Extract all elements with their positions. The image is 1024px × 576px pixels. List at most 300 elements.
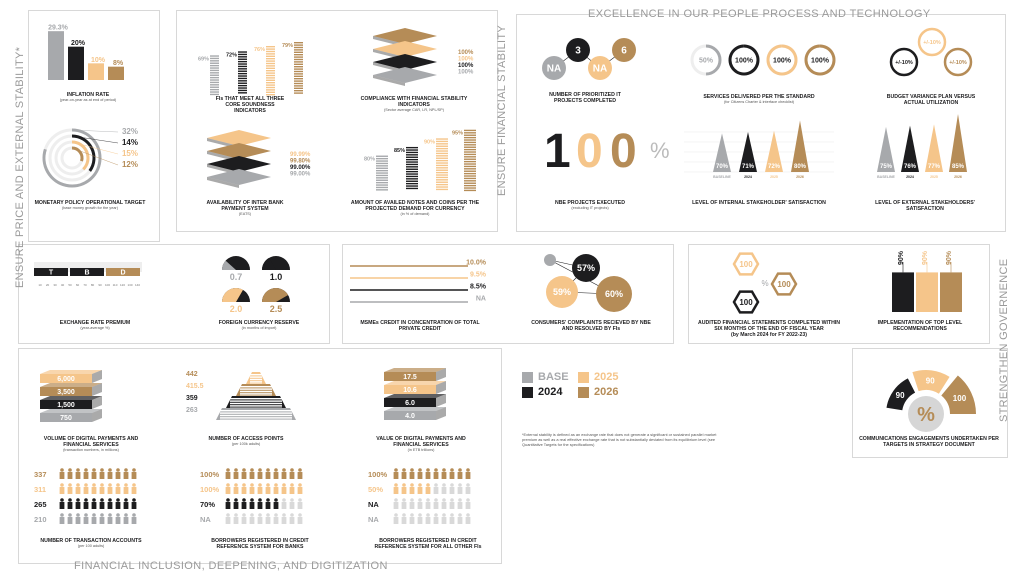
it-label-2: NA xyxy=(592,63,608,75)
compliance-label-2: 100% xyxy=(458,63,474,69)
inflation-label-3: 8% xyxy=(112,60,124,68)
borrowbanks-person-1-5 xyxy=(266,483,271,494)
services-label-0: 50% xyxy=(698,57,714,65)
top-level-title: IMPLEMENTATION OF TOP LEVEL RECOMMENDATIONS xyxy=(877,320,963,332)
inflation-bar-2 xyxy=(88,63,104,80)
borrowbanks-person-1-7 xyxy=(282,483,287,494)
msme-label-3: NA xyxy=(475,295,486,303)
interbank-label-1: 99.80% xyxy=(290,158,311,165)
digital-value-layers xyxy=(380,364,470,424)
exchange-premium-title: EXCHANGE RATE PREMIUM xyxy=(59,320,131,326)
external-cat-2: 2025 xyxy=(930,175,938,179)
accounts-person-0-3 xyxy=(84,468,89,479)
monetary-label-2: 15% xyxy=(121,149,139,158)
borrowother-person-1-8 xyxy=(458,483,463,494)
accounts-person-2-0 xyxy=(60,498,65,509)
legend-2024: 2024 xyxy=(538,386,563,398)
borrowbanks-person-0-3 xyxy=(250,468,255,479)
borrowother-person-3-0 xyxy=(394,513,399,524)
exchange-tick-4: 50 xyxy=(68,283,72,287)
complaints-bubble-0 xyxy=(544,254,556,266)
reserve-label-2: 2.0 xyxy=(229,304,243,314)
borrowbanks-person-2-9 xyxy=(298,498,303,509)
accounts-person-3-9 xyxy=(132,513,137,524)
section-title-price-stability: ENSURE PRICE AND EXTERNAL STABILITY* xyxy=(14,46,26,288)
digvol-label-1: 3,500 xyxy=(57,389,75,396)
accounts-person-1-7 xyxy=(116,483,121,494)
borrowers-other-pictogram xyxy=(368,466,488,530)
compliance-label-3: 100% xyxy=(458,69,474,76)
internal-cat-0: BASELINE xyxy=(713,175,731,179)
internal-cat-3: 2026 xyxy=(796,175,804,179)
budget-title: BUDGET VARIANCE PLAN VERSUS ACTUAL UTILIZATION xyxy=(886,94,976,106)
borrowbanks-person-0-5 xyxy=(266,468,271,479)
msme-levels xyxy=(350,254,490,314)
access-points-area xyxy=(186,366,306,426)
borrowbanks-person-1-0 xyxy=(226,483,231,494)
legend-base: BASE xyxy=(538,371,569,383)
access-label-3: 263 xyxy=(186,407,198,414)
monetary-label-1: 14% xyxy=(121,138,139,147)
audited-unit: % xyxy=(761,279,769,288)
access-label-0: 442 xyxy=(186,371,198,378)
top-level-bar-0 xyxy=(892,272,914,312)
exchange-tick-6: 70 xyxy=(83,283,87,287)
digital-volume-title: VOLUME OF DIGITAL PAYMENTS AND FINANCIAL SERVICES xyxy=(43,436,139,448)
borrowbanks-person-1-9 xyxy=(298,483,303,494)
notes-bar-2 xyxy=(436,138,448,190)
communications-title: COMMUNICATIONS ENGAGEMENTS UNDERTAKEN PER TARGETS IN STRATEGY DOCUMENT xyxy=(859,436,999,448)
accounts-person-1-4 xyxy=(92,483,97,494)
exchange-tick-12: 130 xyxy=(127,283,133,287)
accounts-person-2-4 xyxy=(92,498,97,509)
digvol-top-0 xyxy=(40,370,102,374)
borrowother-person-1-6 xyxy=(442,483,447,494)
access-points-title: NUMBER OF ACCESS POINTS xyxy=(208,436,284,442)
digital-value-title: VALUE OF DIGITAL PAYMENTS AND FINANCIAL SERVICES xyxy=(376,436,466,448)
it-label-3: 6 xyxy=(621,45,627,57)
complaints-label-2: 59% xyxy=(552,287,572,297)
borrowother-person-2-6 xyxy=(442,498,447,509)
accounts-person-3-4 xyxy=(92,513,97,524)
accounts-person-0-2 xyxy=(76,468,81,479)
msme-label-0: 10.0% xyxy=(466,259,486,267)
accounts-person-2-6 xyxy=(108,498,113,509)
accounts-person-3-5 xyxy=(100,513,105,524)
legend-swatch-2025 xyxy=(578,372,589,383)
borrowers-banks-pictogram xyxy=(200,466,320,530)
borrowother-person-1-2 xyxy=(410,483,415,494)
borrowbanks-label-0: 100% xyxy=(200,470,220,479)
interbank-layer-3 xyxy=(207,169,271,185)
budget-label-0: +/-10% xyxy=(895,60,913,66)
borrowbanks-person-2-4 xyxy=(258,498,263,509)
access-label-1: 415.5 xyxy=(186,383,204,390)
reserve-label-0: 0.7 xyxy=(229,272,243,282)
borrowbanks-person-2-5 xyxy=(266,498,271,509)
legend-2025: 2025 xyxy=(594,371,619,383)
accounts-person-0-6 xyxy=(108,468,113,479)
audited-label-2: 100 xyxy=(739,298,753,307)
reserve-label-3: 2.5 xyxy=(269,304,283,314)
digval-label-2: 6.0 xyxy=(405,400,415,407)
exchange-seglabel-2: D xyxy=(120,269,126,277)
borrowother-person-0-3 xyxy=(418,468,423,479)
external-label-1: 76% xyxy=(903,164,917,170)
accounts-person-1-6 xyxy=(108,483,113,494)
exchange-tick-1: 20 xyxy=(45,283,50,287)
notes-label-0: 80% xyxy=(363,156,375,163)
inflation-label-2: 10% xyxy=(90,56,106,64)
legend-swatch-2024 xyxy=(522,387,533,398)
core-label-1: 72% xyxy=(225,52,237,59)
inflation-chart xyxy=(44,22,134,82)
borrowbanks-person-0-0 xyxy=(226,468,231,479)
nbe-unit: % xyxy=(650,138,670,163)
borrowbanks-label-3: NA xyxy=(200,515,211,524)
internal-satisfaction-chart xyxy=(684,122,834,192)
borrowbanks-label-1: 100% xyxy=(200,485,220,494)
borrowother-person-1-7 xyxy=(450,483,455,494)
borrowbanks-person-3-1 xyxy=(234,513,239,524)
accounts-person-0-7 xyxy=(116,468,121,479)
nbe-digit-3: 0 xyxy=(610,125,637,178)
accounts-person-1-3 xyxy=(84,483,89,494)
core-label-0: 69% xyxy=(197,56,209,63)
exchange-tick-8: 90 xyxy=(98,283,102,287)
monetary-rings xyxy=(40,124,140,194)
external-label-0: 75% xyxy=(879,164,893,170)
core-bar-2 xyxy=(266,46,275,95)
services-subtitle: (for Citizens Charter & interface checklist) xyxy=(723,100,795,104)
borrowother-label-0: 100% xyxy=(368,470,388,479)
borrowother-person-0-6 xyxy=(442,468,447,479)
exchange-seglabel-1: B xyxy=(84,269,90,277)
compliance-label-1: 100% xyxy=(458,56,474,63)
borrowbanks-person-3-5 xyxy=(266,513,271,524)
borrowother-person-0-2 xyxy=(410,468,415,479)
interbank-title: AVAILABILITY OF INTER BANK PAYMENT SYSTEM xyxy=(206,200,284,212)
borrowbanks-person-3-6 xyxy=(274,513,279,524)
interbank-label-0: 99.99% xyxy=(290,152,311,158)
section-title-financial-stability: ENSURE FINANCIAL STABILITY xyxy=(496,24,508,196)
digvol-label-0: 6,000 xyxy=(57,376,75,383)
notes-coins-title: AMOUNT OF AVAILED NOTES AND COINS PER THE PROJECTED DEMAND FOR CURRENCY xyxy=(350,200,480,212)
audited-title: AUDITED FINANCIAL STATEMENTS COMPLETED WITHIN SIX MONTHS OF THE END OF FISCAL YEAR xyxy=(697,320,841,332)
borrowother-person-1-4 xyxy=(426,483,431,494)
accounts-person-2-3 xyxy=(84,498,89,509)
borrowbanks-person-0-2 xyxy=(242,468,247,479)
external-cat-0: BASELINE xyxy=(877,175,895,179)
reserve-subtitle: (in months of import) xyxy=(241,326,277,330)
borrowbanks-person-3-8 xyxy=(290,513,295,524)
borrowother-person-1-5 xyxy=(434,483,439,494)
borrowbanks-person-2-1 xyxy=(234,498,239,509)
digvol-top-2 xyxy=(40,396,102,400)
borrowbanks-person-3-7 xyxy=(282,513,287,524)
notes-bar-0 xyxy=(376,156,388,191)
borrowother-person-3-6 xyxy=(442,513,447,524)
accounts-person-3-2 xyxy=(76,513,81,524)
borrowother-person-0-4 xyxy=(426,468,431,479)
internal-satisfaction-title: LEVEL OF INTERNAL STAKEHOLDER' SATISFACTION xyxy=(692,200,826,206)
accounts-person-0-8 xyxy=(124,468,129,479)
borrowbanks-person-1-4 xyxy=(258,483,263,494)
accounts-person-1-9 xyxy=(132,483,137,494)
top-level-chart xyxy=(886,246,976,316)
internal-cat-2: 2025 xyxy=(770,175,778,179)
digital-volume-subtitle: (transaction numbers, in millions) xyxy=(63,448,119,452)
inflation-title: INFLATION RATE xyxy=(66,92,110,98)
comms-unit: % xyxy=(917,404,935,426)
external-cat-3: 2026 xyxy=(954,175,962,179)
reserve-title: FOREIGN CURRENCY RESERVE xyxy=(218,320,300,326)
top-level-label-2: 90% xyxy=(946,250,953,266)
reserve-gauges xyxy=(214,250,304,320)
accounts-subtitle: (per 100 adults) xyxy=(77,544,105,548)
inflation-bar-3 xyxy=(108,67,124,80)
accounts-label-1: 311 xyxy=(34,485,47,494)
accounts-person-3-6 xyxy=(108,513,113,524)
external-satisfaction-chart xyxy=(874,122,974,192)
borrowother-person-2-8 xyxy=(458,498,463,509)
accounts-person-0-9 xyxy=(132,468,137,479)
comms-label-1: 90 xyxy=(925,376,935,386)
borrowers-other-title: BORROWERS REGISTERED IN CREDIT REFERENCE SYSTEM FOR ALL OTHER FIs xyxy=(374,538,482,550)
internal-label-0: 70% xyxy=(715,164,729,170)
borrowbanks-person-2-6 xyxy=(274,498,279,509)
compliance-layer-3 xyxy=(373,67,437,83)
budget-label-1: +/-10% xyxy=(923,40,941,46)
inflation-bar-0 xyxy=(48,31,64,80)
notes-bar-1 xyxy=(406,147,418,189)
exchange-premium-chart xyxy=(34,256,154,296)
monetary-title: MONETARY POLICY OPERATIONAL TARGET xyxy=(34,200,146,206)
accounts-label-3: 210 xyxy=(34,515,47,524)
exchange-seglabel-0: T xyxy=(48,269,54,277)
digval-top-1 xyxy=(384,381,446,385)
digval-label-3: 4.0 xyxy=(405,413,415,420)
borrowbanks-person-0-4 xyxy=(258,468,263,479)
borrowother-person-1-3 xyxy=(418,483,423,494)
borrowother-label-1: 50% xyxy=(368,485,384,494)
inflation-label-1: 20% xyxy=(70,40,86,48)
core-label-2: 76% xyxy=(253,47,265,53)
section-title-excellence: EXCELLENCE IN OUR PEOPLE PROCESS AND TECHNOLOGY xyxy=(588,8,931,20)
borrowbanks-person-0-1 xyxy=(234,468,239,479)
top-level-label-1: 90% xyxy=(922,250,929,266)
borrowother-person-2-5 xyxy=(434,498,439,509)
budget-label-2: +/-10% xyxy=(949,60,967,66)
accounts-person-2-7 xyxy=(116,498,121,509)
digvol-top-3 xyxy=(40,409,102,413)
internal-label-1: 71% xyxy=(741,164,755,170)
notes-label-1: 85% xyxy=(393,147,405,154)
exchange-tick-11: 120 xyxy=(119,283,126,287)
nbe-digit-1: 1 xyxy=(544,125,571,178)
core-bar-0 xyxy=(210,55,219,95)
accounts-person-3-8 xyxy=(124,513,129,524)
digvol-label-2: 1,500 xyxy=(57,402,75,409)
communications-radial xyxy=(874,362,974,432)
monetary-label-0: 32% xyxy=(121,127,139,136)
services-label-1: 100% xyxy=(735,57,753,65)
core-bar-3 xyxy=(294,42,303,94)
accounts-person-2-1 xyxy=(68,498,73,509)
services-rings xyxy=(690,42,840,82)
borrowbanks-person-0-8 xyxy=(290,468,295,479)
accounts-pictogram xyxy=(34,466,154,530)
borrowbanks-person-2-3 xyxy=(250,498,255,509)
digval-top-2 xyxy=(384,394,446,398)
internal-label-2: 72% xyxy=(767,164,781,170)
borrowother-person-3-7 xyxy=(450,513,455,524)
nbe-projects-title: NBE PROJECTS EXECUTED xyxy=(554,200,626,206)
section-title-governance: STRENGTHEN GOVERNENCE xyxy=(998,258,1010,422)
exchange-tick-9: 100 xyxy=(104,283,111,287)
core-soundness-title: FIs THAT MEET ALL THREE CORE SOUNDNESS INDICATORS xyxy=(215,96,285,114)
msme-label-2: 8.5% xyxy=(470,283,486,291)
notes-label-3: 95% xyxy=(451,130,463,137)
compliance-layers xyxy=(360,22,480,97)
borrowother-person-1-1 xyxy=(402,483,407,494)
digital-value-subtitle: (in ETB trillions) xyxy=(407,448,435,452)
borrowother-person-3-1 xyxy=(402,513,407,524)
accounts-person-2-5 xyxy=(100,498,105,509)
core-label-3: 79% xyxy=(281,43,293,49)
exchange-tick-10: 110 xyxy=(112,283,118,287)
exchange-tick-0: 10 xyxy=(38,283,42,287)
top-level-label-0: 90% xyxy=(898,250,905,266)
exchange-tick-3: 40 xyxy=(60,283,65,287)
exchange-tick-5: 60 xyxy=(75,283,80,287)
external-label-3: 85% xyxy=(951,164,965,170)
comms-label-2: 100 xyxy=(952,394,967,404)
borrowbanks-person-1-2 xyxy=(242,483,247,494)
accounts-person-2-9 xyxy=(132,498,137,509)
borrowother-person-0-0 xyxy=(394,468,399,479)
it-label-0: NA xyxy=(546,63,562,75)
external-label-2: 77% xyxy=(927,164,941,170)
it-projects-title: NUMBER OF PRIORITIZED IT PROJECTS COMPLETED xyxy=(549,92,621,104)
nbe-digit-2: 0 xyxy=(576,125,603,178)
borrowother-person-1-0 xyxy=(394,483,399,494)
notes-bar-3 xyxy=(464,130,476,191)
exchange-premium-subtitle: (year-average %) xyxy=(80,326,110,330)
borrowbanks-person-0-6 xyxy=(274,468,279,479)
top-level-bar-1 xyxy=(916,272,938,312)
borrowbanks-person-3-4 xyxy=(258,513,263,524)
borrowother-person-0-5 xyxy=(434,468,439,479)
digital-volume-layers xyxy=(36,366,116,426)
legend-swatch-2026 xyxy=(578,387,589,398)
accounts-label-2: 265 xyxy=(34,500,47,509)
complaints-bubbles xyxy=(536,250,646,320)
borrowbanks-label-2: 70% xyxy=(200,500,216,509)
inflation-subtitle: (year-on-year as at end of period) xyxy=(59,98,117,102)
internal-label-3: 80% xyxy=(793,164,807,170)
borrowother-label-3: NA xyxy=(368,515,379,524)
comms-label-0: 90 xyxy=(895,391,905,401)
exchange-tick-2: 30 xyxy=(53,283,57,287)
notes-label-2: 90% xyxy=(423,139,435,146)
borrowother-person-2-1 xyxy=(402,498,407,509)
accounts-person-1-2 xyxy=(76,483,81,494)
budget-rings xyxy=(884,28,984,88)
interbank-label-3: 99.00% xyxy=(290,171,311,178)
digval-label-1: 10.6 xyxy=(403,387,417,394)
nbe-projects-digits xyxy=(540,125,680,180)
borrowbanks-person-1-8 xyxy=(290,483,295,494)
services-title: SERVICES DELIVERED PER THE STANDARD xyxy=(703,94,815,100)
borrowother-person-1-9 xyxy=(466,483,471,494)
borrowother-person-2-2 xyxy=(410,498,415,509)
borrowother-person-2-9 xyxy=(466,498,471,509)
borrowother-person-0-8 xyxy=(458,468,463,479)
borrowother-label-2: NA xyxy=(368,500,379,509)
msme-label-1: 9.5% xyxy=(470,271,486,279)
borrowother-person-2-4 xyxy=(426,498,431,509)
monetary-subtitle: (base money growth for the year) xyxy=(62,206,118,210)
exchange-tick-7: 80 xyxy=(90,283,95,287)
accounts-person-3-7 xyxy=(116,513,121,524)
audited-label-1: 100 xyxy=(777,280,791,289)
borrowother-person-0-7 xyxy=(450,468,455,479)
section-title-inclusion: FINANCIAL INCLUSION, DEEPENING, AND DIGITIZATION xyxy=(74,560,388,572)
audited-label-0: 100 xyxy=(739,260,753,269)
inflation-bar-1 xyxy=(68,47,84,80)
accounts-person-2-2 xyxy=(76,498,81,509)
digval-top-0 xyxy=(384,368,446,372)
borrowother-person-3-8 xyxy=(458,513,463,524)
notes-coins-chart xyxy=(352,120,482,195)
notes-coins-subtitle: (in % of demand) xyxy=(400,212,430,216)
interbank-subtitle: (EATS) xyxy=(238,212,252,216)
external-cat-1: 2024 xyxy=(906,175,914,179)
accounts-person-0-0 xyxy=(60,468,65,479)
accounts-label-0: 337 xyxy=(34,470,47,479)
compliance-label-0: 100% xyxy=(458,50,474,56)
accounts-person-3-0 xyxy=(60,513,65,524)
borrowother-person-3-3 xyxy=(418,513,423,524)
borrowbanks-person-2-8 xyxy=(290,498,295,509)
accounts-title: NUMBER OF TRANSACTION ACCOUNTS xyxy=(40,538,142,544)
digvol-label-3: 750 xyxy=(60,415,72,422)
core-soundness-chart xyxy=(190,24,310,99)
borrowers-banks-title: BORROWERS REGISTERED IN CREDIT REFERENCE SYSTEM FOR BANKS xyxy=(211,538,309,550)
borrowother-person-3-5 xyxy=(434,513,439,524)
digval-top-3 xyxy=(384,407,446,411)
it-label-1: 3 xyxy=(575,45,581,57)
borrowbanks-person-2-7 xyxy=(282,498,287,509)
borrowother-person-0-1 xyxy=(402,468,407,479)
accounts-person-1-5 xyxy=(100,483,105,494)
borrowother-person-2-0 xyxy=(394,498,399,509)
accounts-person-3-1 xyxy=(68,513,73,524)
services-label-3: 100% xyxy=(811,57,829,65)
monetary-label-3: 12% xyxy=(121,160,139,169)
compliance-title: COMPLIANCE WITH FINANCIAL STABILITY INDICATORS xyxy=(360,96,468,108)
top-level-bar-2 xyxy=(940,272,962,312)
borrowbanks-person-3-2 xyxy=(242,513,247,524)
digvol-top-1 xyxy=(40,383,102,387)
accounts-person-0-1 xyxy=(68,468,73,479)
borrowbanks-person-3-3 xyxy=(250,513,255,524)
core-bar-1 xyxy=(238,51,247,93)
interbank-label-2: 99.00% xyxy=(290,165,311,171)
access-label-2: 359 xyxy=(186,395,198,402)
compliance-subtitle: (Sector average CAR, LR, NPL/SP) xyxy=(384,108,444,112)
